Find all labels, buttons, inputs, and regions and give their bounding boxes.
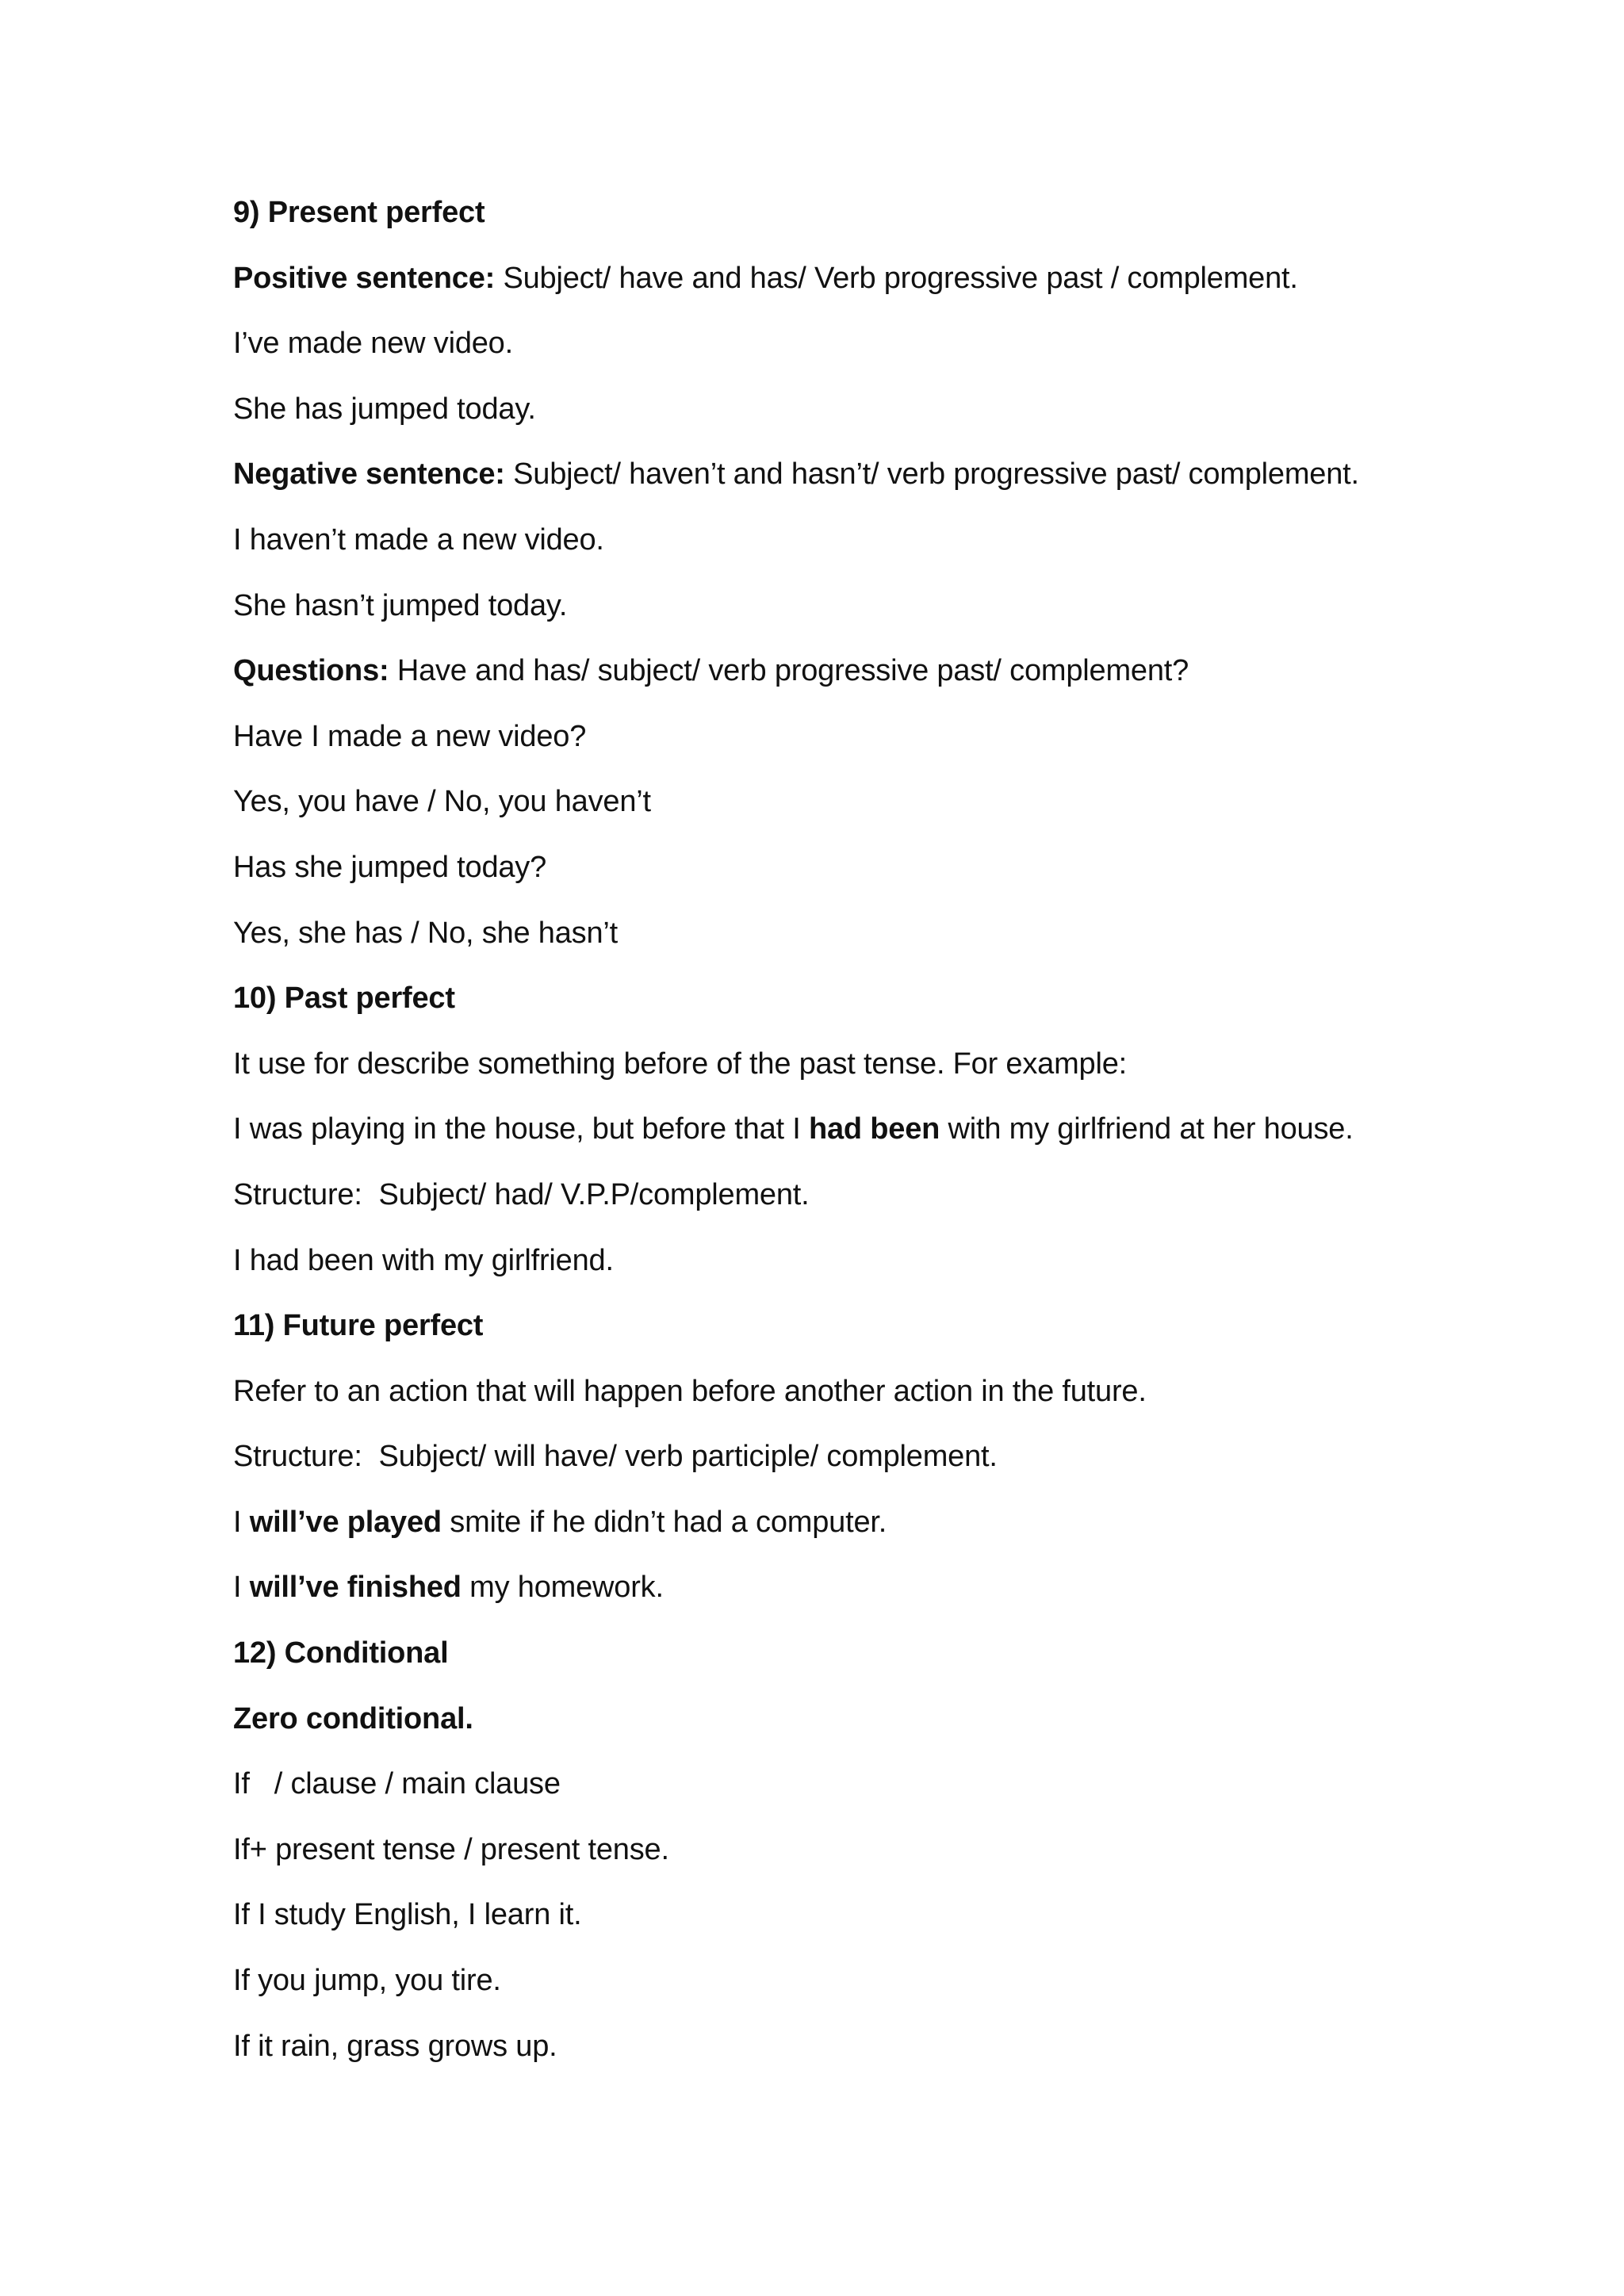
text-segment: I was playing in the house, but before that I <box>233 1112 809 1146</box>
text-segment: I had been with my girlfriend. <box>233 1243 614 1277</box>
text-line <box>233 1107 1423 1173</box>
text-segment: I’ve made new video. <box>233 327 513 361</box>
text-line <box>233 452 1423 518</box>
text-line <box>233 845 1423 911</box>
text-line <box>233 1369 1423 1435</box>
text-line <box>233 911 1423 977</box>
text-segment: Yes, you have / No, you haven’t <box>233 785 651 819</box>
text-line <box>233 1958 1423 2024</box>
text-line <box>233 321 1423 387</box>
bold-text: had been <box>808 1112 940 1146</box>
text-line <box>233 1500 1423 1566</box>
text-segment: I <box>233 1571 250 1605</box>
bold-text: will’ve finished <box>249 1571 462 1605</box>
text-segment: If+ present tense / present tense. <box>233 1832 669 1866</box>
bold-text: 10) Past perfect <box>233 982 455 1016</box>
text-line <box>233 584 1423 649</box>
text-segment: If it rain, grass grows up. <box>233 2029 557 2063</box>
text-line <box>233 518 1423 584</box>
bold-text: Zero conditional. <box>233 1701 473 1735</box>
text-line <box>233 1697 1423 1762</box>
bold-text: 11) Future perfect <box>233 1309 484 1343</box>
document-body <box>233 190 1423 2089</box>
text-segment: smite if he didn’t had a computer. <box>441 1505 887 1539</box>
text-segment: She hasn’t jumped today. <box>233 588 568 622</box>
bold-text: Negative sentence: <box>233 457 505 492</box>
text-segment: I haven’t made a new video. <box>233 522 604 557</box>
text-line <box>233 1565 1423 1631</box>
bold-text: Positive sentence: <box>233 261 496 295</box>
text-segment: Subject/ haven’t and hasn’t/ verb progressive past/ complement. <box>504 457 1359 492</box>
text-line <box>233 256 1423 322</box>
text-segment: Has she jumped today? <box>233 850 547 884</box>
text-segment: Subject/ have and has/ Verb progressive past / complement. <box>495 261 1298 295</box>
text-segment: my homework. <box>461 1571 664 1605</box>
text-segment: Have I made a new video? <box>233 719 587 753</box>
text-segment: with my girlfriend at her house. <box>940 1112 1354 1146</box>
text-segment: If / clause / main clause <box>233 1767 561 1801</box>
text-segment: Yes, she has / No, she hasn’t <box>233 916 618 950</box>
bold-text: 9) Present perfect <box>233 196 485 229</box>
text-line <box>233 190 1423 256</box>
text-line <box>233 1303 1423 1369</box>
text-segment: It use for describe something before of the past tense. For example: <box>233 1047 1128 1081</box>
text-line <box>233 779 1423 845</box>
text-segment: Structure: Subject/ will have/ verb participle/ complement. <box>233 1440 998 1474</box>
text-line <box>233 1827 1423 1893</box>
text-line <box>233 1762 1423 1827</box>
text-line <box>233 649 1423 714</box>
text-line <box>233 2024 1423 2090</box>
text-segment: Have and has/ subject/ verb progressive past/ complement? <box>389 654 1189 688</box>
text-segment: Refer to an action that will happen before another action in the future. <box>233 1374 1147 1408</box>
text-segment: If I study English, I learn it. <box>233 1898 582 1932</box>
text-line <box>233 1631 1423 1697</box>
text-line <box>233 387 1423 453</box>
text-line <box>233 976 1423 1042</box>
bold-text: Questions: <box>233 654 389 688</box>
text-segment: Structure: Subject/ had/ V.P.P/complement. <box>233 1177 810 1211</box>
text-segment: I <box>233 1505 250 1539</box>
text-line <box>233 714 1423 780</box>
text-line <box>233 1238 1423 1304</box>
text-line <box>233 1042 1423 1108</box>
bold-text: 12) Conditional <box>233 1636 449 1670</box>
text-line <box>233 1173 1423 1238</box>
text-line <box>233 1892 1423 1958</box>
bold-text: will’ve played <box>249 1505 442 1539</box>
text-line <box>233 1434 1423 1500</box>
text-segment: If you jump, you tire. <box>233 1964 501 1998</box>
text-segment: She has jumped today. <box>233 392 536 426</box>
